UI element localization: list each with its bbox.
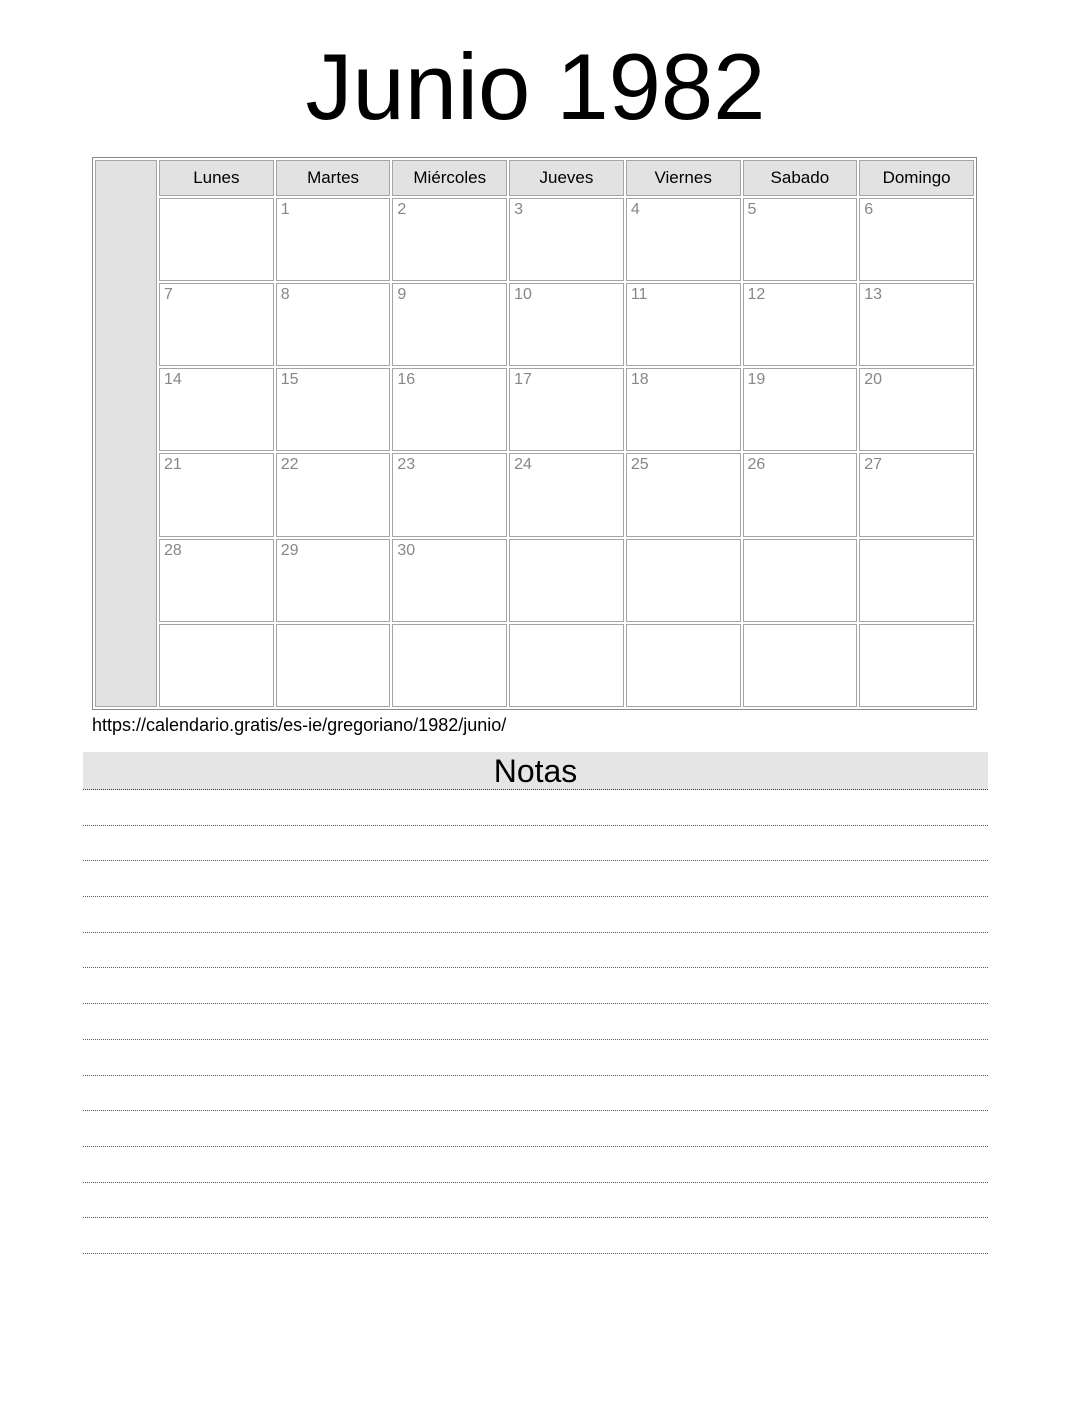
date-cell-25: 25 <box>626 453 741 536</box>
notes-line <box>83 1183 988 1219</box>
date-cell-11: 11 <box>626 283 741 366</box>
calendar-header-row <box>95 160 974 196</box>
date-cell-22: 22 <box>276 453 391 536</box>
date-cell-30: 30 <box>392 539 507 622</box>
empty-date-cell <box>859 539 974 622</box>
empty-date-cell <box>276 624 391 707</box>
day-header-thursday: Jueves <box>509 160 624 196</box>
notes-line <box>83 1218 988 1254</box>
date-cell-21: 21 <box>159 453 274 536</box>
week-number-column <box>95 160 157 707</box>
notes-line <box>83 968 988 1004</box>
empty-date-cell <box>859 624 974 707</box>
day-header-sunday: Domingo <box>859 160 974 196</box>
empty-date-cell <box>743 624 858 707</box>
page-title: Junio 1982 <box>305 34 766 139</box>
notes-line <box>83 861 988 897</box>
notes-lines <box>83 790 988 1254</box>
date-cell-1: 1 <box>276 198 391 281</box>
date-cell-18: 18 <box>626 368 741 451</box>
date-cell-7: 7 <box>159 283 274 366</box>
day-header-monday: Lunes <box>159 160 274 196</box>
date-cell-9: 9 <box>392 283 507 366</box>
date-cell-2: 2 <box>392 198 507 281</box>
date-cell-14: 14 <box>159 368 274 451</box>
date-cell-15: 15 <box>276 368 391 451</box>
date-cell-13: 13 <box>859 283 974 366</box>
notes-line <box>83 790 988 826</box>
empty-date-cell <box>392 624 507 707</box>
day-header-saturday: Sabado <box>743 160 858 196</box>
empty-date-cell <box>743 539 858 622</box>
empty-date-cell <box>159 624 274 707</box>
calendar-week-row <box>95 453 974 536</box>
notes-line <box>83 1111 988 1147</box>
date-cell-4: 4 <box>626 198 741 281</box>
calendar-week-row <box>95 539 974 622</box>
notes-title: Notas <box>83 752 988 790</box>
date-cell-19: 19 <box>743 368 858 451</box>
empty-date-cell <box>159 198 274 281</box>
empty-date-cell <box>626 539 741 622</box>
notes-line <box>83 933 988 969</box>
date-cell-5: 5 <box>743 198 858 281</box>
calendar-week-row <box>95 624 974 707</box>
calendar-week-row <box>95 368 974 451</box>
notes-line <box>83 897 988 933</box>
day-header-friday: Viernes <box>626 160 741 196</box>
date-cell-28: 28 <box>159 539 274 622</box>
calendar-table <box>92 157 977 710</box>
date-cell-3: 3 <box>509 198 624 281</box>
date-cell-17: 17 <box>509 368 624 451</box>
notes-line <box>83 1040 988 1076</box>
empty-date-cell <box>626 624 741 707</box>
date-cell-12: 12 <box>743 283 858 366</box>
date-cell-23: 23 <box>392 453 507 536</box>
date-cell-8: 8 <box>276 283 391 366</box>
empty-date-cell <box>509 539 624 622</box>
calendar-week-row <box>95 283 974 366</box>
notes-line <box>83 1004 988 1040</box>
calendar-week-row <box>95 198 974 281</box>
notes-line <box>83 826 988 862</box>
date-cell-16: 16 <box>392 368 507 451</box>
calendar-body <box>95 160 974 707</box>
empty-date-cell <box>509 624 624 707</box>
date-cell-10: 10 <box>509 283 624 366</box>
notes-line <box>83 1076 988 1112</box>
source-url-text: https://calendario.gratis/es-ie/gregoriano/1982/junio/ <box>92 715 507 735</box>
notes-line <box>83 1147 988 1183</box>
date-cell-26: 26 <box>743 453 858 536</box>
notes-section <box>83 752 988 1254</box>
date-cell-6: 6 <box>859 198 974 281</box>
date-cell-24: 24 <box>509 453 624 536</box>
date-cell-20: 20 <box>859 368 974 451</box>
date-cell-29: 29 <box>276 539 391 622</box>
day-header-tuesday: Martes <box>276 160 391 196</box>
day-header-wednesday: Miércoles <box>392 160 507 196</box>
date-cell-27: 27 <box>859 453 974 536</box>
